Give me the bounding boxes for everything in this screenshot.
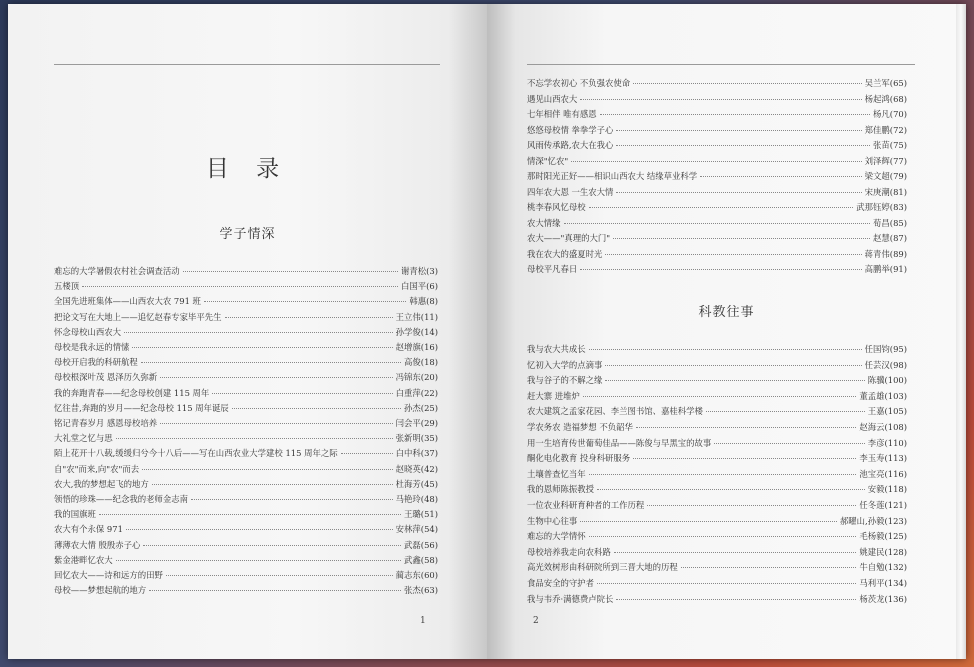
toc-leader-dots [225,317,393,318]
open-book [8,4,966,659]
toc-leader-dots [580,269,861,270]
toc-leader-dots [571,161,861,162]
toc-leader-dots [597,489,865,490]
toc-entry[interactable] [54,446,438,461]
toc-entry-author-page: 高鹏举(91) [864,264,907,274]
toc-leader-dots [706,411,865,412]
toc-entry-author-page: 王璐(51) [404,509,438,520]
toc-entry-title: 农大情缘 [527,217,561,228]
toc-entry-title: 我与谷子的不解之缘 [527,375,603,386]
toc-entry[interactable] [527,592,907,608]
toc-leader-dots [141,362,401,363]
toc-entry[interactable] [54,416,438,431]
toc-leader-dots [204,301,406,302]
toc-list-left [54,264,438,598]
toc-entry-author-page: 郝曜山,孙毅(123) [839,515,907,526]
toc-entry-title: 风雨传承路,农大在我心 [527,140,614,150]
toc-entry-title: 陌上花开十八载,缓缓归兮今十八后——写在山西农业大学建校 115 周年之际 [54,448,338,459]
toc-entry-title: 薄薄农大情 殷殷赤子心 [54,539,141,550]
toc-entry-author-page: 谢青松(3) [401,266,438,276]
toc-entry[interactable] [54,568,438,583]
toc-entry-title: 生物中心往事 [527,515,578,526]
toc-leader-dots [580,521,837,522]
toc-entry[interactable] [54,294,438,309]
toc-entry-author-page: 宋庚潮(81) [864,186,907,197]
toc-entry[interactable] [54,522,438,537]
toc-entry-title: 不忘学农初心 不负强农使命 [527,78,631,88]
toc-entry-author-page: 安林萍(54) [395,524,438,535]
toc-entry-author-page: 吴兰军(65) [864,78,907,88]
toc-entry[interactable] [54,279,438,294]
toc-entry[interactable] [527,138,907,154]
toc-entry-title: 把论文写在大地上——追忆赵春专家毕平先生 [54,311,222,322]
toc-leader-dots [681,567,857,568]
toc-leader-dots [160,423,393,424]
toc-entry-author-page: 王立伟(11) [395,311,438,322]
toc-leader-dots [616,145,870,146]
toc-entry[interactable] [527,169,907,185]
toc-entry-author-page: 荀昌(85) [873,217,907,228]
toc-entry-title: 一位农业科研育种者的工作历程 [527,499,645,510]
toc-leader-dots [212,393,392,394]
toc-leader-dots [605,365,861,366]
toc-entry[interactable] [527,467,907,483]
toc-entry-author-page: 陈骥(100) [867,375,907,386]
toc-entry-author-page: 孙学俊(14) [395,326,438,337]
toc-entry[interactable] [527,514,907,530]
toc-entry-author-page: 刘泽辉(77) [864,155,907,166]
toc-entry[interactable] [527,231,907,247]
toc-leader-dots [142,469,393,470]
page-title: 目 录 [205,156,290,182]
toc-leader-dots [99,514,401,515]
toc-entry[interactable] [527,436,907,452]
toc-leader-dots [166,575,393,576]
toc-entry-title: 大礼堂之忆与思 [54,433,113,444]
section-heading-kejiao: 科教往事 [698,305,755,320]
toc-entry-author-page: 张杰(63) [404,585,438,596]
toc-list-right-bottom [527,342,907,607]
toc-leader-dots [589,207,854,208]
toc-entry[interactable] [527,576,907,592]
toc-entry[interactable] [54,492,438,507]
toc-entry[interactable] [54,325,438,340]
toc-entry-title: 情深"忆农" [527,155,569,166]
toc-entry[interactable] [527,216,907,232]
toc-entry-title: 我在农大的盛夏时光 [527,248,603,259]
section-heading-xuezi: 学子情深 [219,227,276,242]
page-number-left: 1 [420,616,426,626]
toc-entry-author-page: 任冬莲(121) [859,499,907,510]
toc-leader-dots [132,347,392,348]
toc-leader-dots [714,443,864,444]
toc-entry-title: 母校培养我走向农科路 [527,546,611,557]
toc-entry-title: 高光效树形由科研院所到三晋大地的历程 [527,562,678,573]
toc-entry-author-page: 武磊(56) [404,539,438,550]
toc-leader-dots [116,438,393,439]
toc-entry[interactable] [54,370,438,385]
toc-leader-dots [647,505,856,506]
toc-entry-author-page: 任芸汉(98) [864,359,907,370]
toc-leader-dots [191,499,393,500]
toc-entry-author-page: 安毅(118) [867,484,907,495]
toc-entry[interactable] [527,373,907,389]
toc-entry-title: 四年农大恩 一生农大情 [527,186,614,197]
toc-entry[interactable] [54,507,438,522]
top-rule [527,64,915,65]
toc-entry-author-page: 王嘉(105) [867,406,907,417]
toc-leader-dots [583,396,856,397]
toc-entry-title: 忆往昔,奔跑的岁月——纪念母校 115 周年诞辰 [54,402,229,413]
toc-entry-title: 母校根深叶茂 恩泽历久弥新 [54,372,158,383]
toc-entry-author-page: 赵晓英(42) [395,463,438,474]
toc-entry-title: 赶大寨 进堆炉 [527,390,580,401]
toc-entry-author-page: 马艳玲(48) [395,494,438,505]
toc-list-right-top [527,76,907,278]
toc-entry-author-page: 姚建民(128) [859,546,907,557]
toc-leader-dots [341,453,393,454]
toc-entry[interactable] [54,355,438,370]
toc-entry-author-page: 冯锦东(20) [395,372,438,383]
toc-leader-dots [633,458,856,459]
toc-entry[interactable] [527,560,907,576]
toc-entry-title: 回忆农大——诗和远方的田野 [54,570,163,581]
toc-leader-dots [183,271,398,272]
left-page [8,4,487,659]
toc-entry-author-page: 任国钧(95) [864,344,907,354]
toc-leader-dots [82,286,398,287]
toc-entry-author-page: 闫会平(29) [395,418,438,429]
toc-leader-dots [613,238,870,239]
toc-entry-author-page: 杨凡(70) [873,109,907,119]
toc-leader-dots [600,114,870,115]
toc-entry-title: 自"农"而来,向"农"而去 [54,463,140,474]
toc-entry-author-page: 蒋青伟(89) [864,248,907,259]
toc-entry-title: 学农务农 造福梦想 不负韶华 [527,421,633,432]
toc-leader-dots [589,474,857,475]
toc-entry-author-page: 白重萍(22) [395,387,438,398]
toc-entry-title: 我与农大共成长 [527,344,586,354]
toc-entry-author-page: 梁文超(79) [864,171,907,181]
toc-entry-author-page: 白国平(6) [401,281,438,292]
toc-entry-title: 我的国旗班 [54,509,96,520]
toc-entry-title: 遇见山西农大 [527,93,578,104]
toc-entry-author-page: 杨茨龙(136) [859,593,907,604]
toc-leader-dots [605,254,861,255]
toc-entry-title: 那时阳光正好——相识山西农大 结缘草业科学 [527,171,698,181]
toc-entry-title: 领悟的珍珠——纪念我的老师金志南 [54,494,188,505]
toc-entry-title: 难忘的大学情怀 [527,531,586,542]
toc-entry[interactable] [527,247,907,263]
toc-entry-title: 紫金港畔忆农大 [54,554,113,565]
toc-entry[interactable] [527,545,907,561]
toc-entry-author-page: 李彦(110) [867,437,907,448]
toc-leader-dots [152,484,393,485]
toc-leader-dots [589,349,862,350]
toc-entry-author-page: 白中科(37) [395,448,438,459]
toc-leader-dots [124,332,393,333]
toc-entry-title: 农大——"真理的大门" [527,233,611,243]
toc-entry-author-page: 杜海芳(45) [395,478,438,489]
toc-leader-dots [605,380,864,381]
toc-entry-title: 难忘的大学暑假农村社会调查活动 [54,266,180,276]
toc-entry[interactable] [54,553,438,568]
toc-entry[interactable] [54,310,438,325]
toc-entry-title: 农大,我的梦想起飞的地方 [54,478,149,489]
toc-entry-author-page: 张苗(75) [873,140,907,150]
toc-entry-title: 七年相伴 唯有感恩 [527,109,597,119]
toc-entry[interactable] [54,462,438,477]
toc-entry-author-page: 蔺志东(60) [395,570,438,581]
toc-entry-title: 农大有个永保 971 [54,524,123,535]
toc-entry-author-page: 赵增旗(16) [395,342,438,353]
toc-leader-dots [616,192,861,193]
toc-leader-dots [580,99,861,100]
toc-entry-author-page: 张新明(35) [395,433,438,444]
toc-entry-author-page: 郑佳鹏(72) [864,124,907,135]
toc-entry-author-page: 毛杨毅(125) [859,531,907,542]
page-number-right: 2 [533,616,539,626]
toc-leader-dots [160,377,393,378]
toc-entry[interactable] [527,200,907,216]
toc-leader-dots [143,545,401,546]
toc-entry[interactable] [527,420,907,436]
toc-entry-title: 悠悠母校情 拳拳学子心 [527,124,614,135]
toc-entry-author-page: 杨起鸿(68) [864,93,907,104]
toc-entry[interactable] [54,386,438,401]
toc-entry-author-page: 牛自勉(132) [859,562,907,573]
toc-entry-author-page: 马利平(134) [859,577,907,588]
toc-entry-title: 我与韦乔·满德费卢院长 [527,593,614,604]
toc-entry-title: 我的恩师陈振教授 [527,484,594,495]
toc-entry[interactable] [54,340,438,355]
toc-entry-author-page: 孙杰(25) [404,402,438,413]
toc-leader-dots [589,536,857,537]
toc-entry[interactable] [54,431,438,446]
toc-entry[interactable] [54,477,438,492]
toc-entry[interactable] [527,529,907,545]
toc-entry[interactable] [527,107,907,123]
page-edge [956,4,966,659]
toc-entry-author-page: 武那钰婷(83) [856,202,907,212]
toc-leader-dots [232,408,401,409]
toc-entry-author-page: 李玉寿(113) [859,453,907,464]
toc-entry-title: 全国先进班集体——山西农大农 791 班 [54,296,201,307]
toc-leader-dots [633,83,862,84]
toc-leader-dots [564,223,871,224]
toc-entry[interactable] [54,538,438,553]
toc-entry-title: 农大建筑之孟家花园、李兰图书馆、嘉桂科学楼 [527,406,703,417]
toc-entry[interactable] [527,342,907,358]
toc-leader-dots [597,583,856,584]
toc-entry-title: 土壤普查忆当年 [527,468,586,479]
toc-entry-title: 五楼顶 [54,281,80,292]
toc-entry[interactable] [527,123,907,139]
toc-entry-author-page: 武鑫(58) [404,554,438,565]
toc-entry[interactable] [54,401,438,416]
toc-leader-dots [116,560,401,561]
toc-entry[interactable] [527,358,907,374]
toc-leader-dots [700,176,862,177]
toc-entry[interactable] [527,154,907,170]
toc-entry[interactable] [54,583,438,598]
toc-entry-title: 母校开启我的科研航程 [54,357,138,368]
toc-leader-dots [616,130,861,131]
toc-entry-author-page: 赵慧(87) [873,233,907,243]
toc-entry[interactable] [527,76,907,92]
toc-leader-dots [616,599,856,600]
toc-entry-title: 我的奔跑青春——纪念母校创建 115 周年 [54,387,210,398]
toc-entry-title: 忆初入大学的点滴事 [527,359,603,370]
toc-entry-author-page: 韩惠(8) [409,296,438,307]
toc-entry[interactable] [527,482,907,498]
toc-entry[interactable] [527,451,907,467]
toc-entry-author-page: 池宝亮(116) [859,468,907,479]
toc-entry-title: 桃李春风忆母校 [527,202,586,212]
toc-entry[interactable] [54,264,438,279]
toc-entry-title: 母校是我永远的情愫 [54,342,130,353]
toc-leader-dots [636,427,857,428]
right-page [487,4,966,659]
toc-entry[interactable] [527,498,907,514]
toc-entry[interactable] [527,389,907,405]
toc-entry[interactable] [527,185,907,201]
toc-leader-dots [126,529,393,530]
toc-entry[interactable] [527,404,907,420]
top-rule [54,64,440,65]
toc-entry-author-page: 董孟雄(103) [859,390,907,401]
toc-entry-title: 母校——梦想起航的地方 [54,585,147,596]
toc-entry-title: 用一生培育传世葡萄佳品——陈俊与早黑宝的故事 [527,437,712,448]
toc-entry-title: 怀念母校山西农大 [54,326,121,337]
toc-entry[interactable] [527,92,907,108]
toc-leader-dots [149,590,401,591]
toc-entry-author-page: 赵海云(108) [859,421,907,432]
toc-entry-author-page: 高俊(18) [404,357,438,368]
toc-entry-title: 铭记青春岁月 感恩母校培养 [54,418,158,429]
toc-entry[interactable] [527,262,907,278]
toc-leader-dots [614,552,857,553]
toc-entry-title: 食品安全的守护者 [527,577,594,588]
toc-entry-title: 酮化电化教育 投身科研服务 [527,453,631,464]
toc-entry-title: 母校平凡春日 [527,264,578,274]
